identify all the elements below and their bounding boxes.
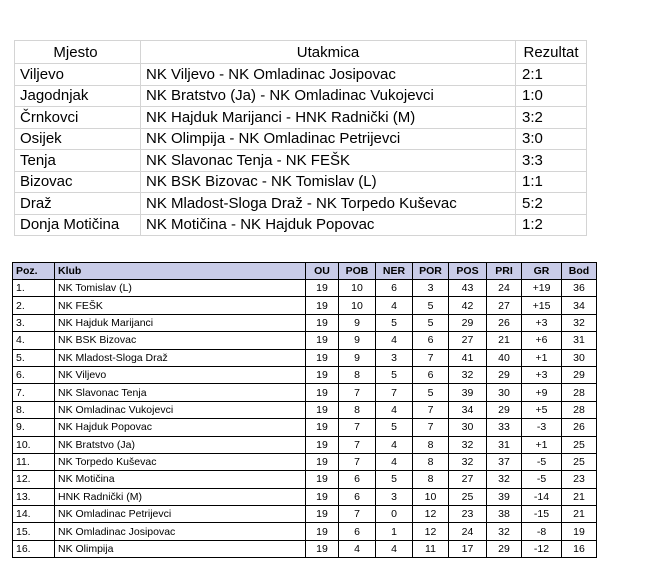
- standing-goals-for: 32: [449, 366, 487, 383]
- standing-points: 31: [562, 332, 597, 349]
- standing-goals-for: 30: [449, 419, 487, 436]
- standing-goals-against: 31: [487, 436, 522, 453]
- standing-pos: 15.: [13, 523, 55, 540]
- standing-club: NK FEŠK: [55, 297, 306, 314]
- standing-wins: 9: [339, 314, 376, 331]
- result-match: NK Bratstvo (Ja) - NK Omladinac Vukojevci: [141, 85, 516, 107]
- standing-goals-for: 23: [449, 506, 487, 523]
- standing-points: 25: [562, 436, 597, 453]
- standing-goal-diff: +15: [522, 297, 562, 314]
- standing-goals-for: 25: [449, 488, 487, 505]
- result-place: Bizovac: [15, 171, 141, 193]
- header-por: POR: [413, 263, 449, 280]
- standing-losses: 8: [413, 453, 449, 470]
- standing-points: 21: [562, 488, 597, 505]
- result-score: 1:0: [516, 85, 587, 107]
- standing-goals-against: 30: [487, 384, 522, 401]
- standing-club: NK Hajduk Marijanci: [55, 314, 306, 331]
- standing-pos: 11.: [13, 453, 55, 470]
- results-table: [14, 40, 587, 236]
- result-match: NK Slavonac Tenja - NK FEŠK: [141, 150, 516, 172]
- standing-goals-against: 38: [487, 506, 522, 523]
- standings-row: [13, 419, 597, 436]
- standing-wins: 8: [339, 401, 376, 418]
- standing-draws: 5: [376, 366, 413, 383]
- standing-losses: 6: [413, 332, 449, 349]
- standing-pos: 4.: [13, 332, 55, 349]
- standings-table: [12, 262, 597, 558]
- standing-goals-against: 32: [487, 523, 522, 540]
- standing-goal-diff: -3: [522, 419, 562, 436]
- standing-goal-diff: -5: [522, 471, 562, 488]
- standing-goals-against: 37: [487, 453, 522, 470]
- standing-points: 32: [562, 314, 597, 331]
- standing-pos: 1.: [13, 280, 55, 297]
- standings-row: [13, 366, 597, 383]
- standing-pos: 2.: [13, 297, 55, 314]
- standing-played: 19: [306, 297, 339, 314]
- standing-played: 19: [306, 384, 339, 401]
- standing-wins: 7: [339, 453, 376, 470]
- standing-goal-diff: -8: [522, 523, 562, 540]
- standing-goals-for: 32: [449, 436, 487, 453]
- standing-goals-for: 29: [449, 314, 487, 331]
- standing-played: 19: [306, 540, 339, 557]
- standing-losses: 3: [413, 280, 449, 297]
- standing-goal-diff: +9: [522, 384, 562, 401]
- result-score: 5:2: [516, 193, 587, 215]
- standing-wins: 7: [339, 506, 376, 523]
- header-bod: Bod: [562, 263, 597, 280]
- standings-row: [13, 471, 597, 488]
- standings-row: [13, 436, 597, 453]
- standing-losses: 5: [413, 297, 449, 314]
- standing-goals-against: 29: [487, 540, 522, 557]
- result-place: Tenja: [15, 150, 141, 172]
- standing-draws: 0: [376, 506, 413, 523]
- header-pos-goals: POS: [449, 263, 487, 280]
- standing-pos: 12.: [13, 471, 55, 488]
- standing-losses: 5: [413, 314, 449, 331]
- standing-goals-for: 43: [449, 280, 487, 297]
- standing-draws: 3: [376, 349, 413, 366]
- standing-goals-for: 27: [449, 471, 487, 488]
- standing-club: NK Omladinac Josipovac: [55, 523, 306, 540]
- standing-losses: 12: [413, 523, 449, 540]
- standing-goals-against: 29: [487, 401, 522, 418]
- standing-draws: 4: [376, 332, 413, 349]
- standing-points: 30: [562, 349, 597, 366]
- standing-points: 25: [562, 453, 597, 470]
- result-place: Viljevo: [15, 64, 141, 86]
- header-pri: PRI: [487, 263, 522, 280]
- standing-losses: 6: [413, 366, 449, 383]
- standings-row: [13, 523, 597, 540]
- standing-played: 19: [306, 523, 339, 540]
- result-match: NK Viljevo - NK Omladinac Josipovac: [141, 64, 516, 86]
- standing-pos: 13.: [13, 488, 55, 505]
- standing-wins: 10: [339, 280, 376, 297]
- standing-goal-diff: +19: [522, 280, 562, 297]
- header-score: Rezultat: [516, 41, 587, 64]
- standing-played: 19: [306, 401, 339, 418]
- standing-goals-against: 21: [487, 332, 522, 349]
- results-row: [15, 85, 587, 107]
- standing-played: 19: [306, 349, 339, 366]
- standing-played: 19: [306, 314, 339, 331]
- results-row: [15, 193, 587, 215]
- standings-row: [13, 314, 597, 331]
- standing-wins: 10: [339, 297, 376, 314]
- standing-goal-diff: +1: [522, 436, 562, 453]
- standing-losses: 8: [413, 436, 449, 453]
- standing-points: 34: [562, 297, 597, 314]
- standing-played: 19: [306, 506, 339, 523]
- standing-played: 19: [306, 471, 339, 488]
- standing-pos: 6.: [13, 366, 55, 383]
- standing-losses: 8: [413, 471, 449, 488]
- standing-draws: 4: [376, 436, 413, 453]
- result-score: 1:2: [516, 214, 587, 236]
- standing-wins: 6: [339, 488, 376, 505]
- result-place: Donja Motičina: [15, 214, 141, 236]
- standing-goals-against: 40: [487, 349, 522, 366]
- standings-row: [13, 332, 597, 349]
- results-body: [15, 64, 587, 236]
- standing-club: NK Tomislav (L): [55, 280, 306, 297]
- standing-points: 19: [562, 523, 597, 540]
- results-row: [15, 150, 587, 172]
- standing-club: NK Motičina: [55, 471, 306, 488]
- result-match: NK Olimpija - NK Omladinac Petrijevci: [141, 128, 516, 150]
- standing-goals-against: 39: [487, 488, 522, 505]
- standing-played: 19: [306, 488, 339, 505]
- standing-losses: 7: [413, 419, 449, 436]
- standing-pos: 3.: [13, 314, 55, 331]
- standing-goals-for: 34: [449, 401, 487, 418]
- header-pos: Poz.: [13, 263, 55, 280]
- standing-pos: 7.: [13, 384, 55, 401]
- standing-goal-diff: +1: [522, 349, 562, 366]
- standing-goals-against: 27: [487, 297, 522, 314]
- standing-goal-diff: +3: [522, 366, 562, 383]
- standing-draws: 5: [376, 471, 413, 488]
- standing-draws: 5: [376, 314, 413, 331]
- standing-played: 19: [306, 332, 339, 349]
- result-match: NK Hajduk Marijanci - HNK Radnički (M): [141, 107, 516, 129]
- standing-points: 36: [562, 280, 597, 297]
- standing-goal-diff: +6: [522, 332, 562, 349]
- standing-losses: 10: [413, 488, 449, 505]
- standing-goal-diff: +5: [522, 401, 562, 418]
- standing-club: NK Bratstvo (Ja): [55, 436, 306, 453]
- standing-draws: 4: [376, 453, 413, 470]
- standing-points: 21: [562, 506, 597, 523]
- standing-goals-for: 17: [449, 540, 487, 557]
- standing-goal-diff: -5: [522, 453, 562, 470]
- standing-goals-for: 42: [449, 297, 487, 314]
- results-header-row: [15, 41, 587, 64]
- standing-goal-diff: -12: [522, 540, 562, 557]
- standing-goals-against: 29: [487, 366, 522, 383]
- standings-body: [13, 280, 597, 558]
- header-ner: NER: [376, 263, 413, 280]
- standing-club: NK Omladinac Petrijevci: [55, 506, 306, 523]
- standing-goals-against: 33: [487, 419, 522, 436]
- results-row: [15, 107, 587, 129]
- standing-club: NK Omladinac Vukojevci: [55, 401, 306, 418]
- standing-club: NK BSK Bizovac: [55, 332, 306, 349]
- standing-goals-against: 32: [487, 471, 522, 488]
- standing-goals-against: 24: [487, 280, 522, 297]
- standings-row: [13, 401, 597, 418]
- standings-row: [13, 453, 597, 470]
- standing-wins: 9: [339, 332, 376, 349]
- standing-pos: 16.: [13, 540, 55, 557]
- standing-club: NK Olimpija: [55, 540, 306, 557]
- result-match: NK Mladost-Sloga Draž - NK Torpedo Kuševac: [141, 193, 516, 215]
- standing-wins: 6: [339, 471, 376, 488]
- standing-draws: 6: [376, 280, 413, 297]
- standings-row: [13, 280, 597, 297]
- standing-played: 19: [306, 419, 339, 436]
- standing-club: NK Hajduk Popovac: [55, 419, 306, 436]
- result-match: NK BSK Bizovac - NK Tomislav (L): [141, 171, 516, 193]
- standing-goals-for: 27: [449, 332, 487, 349]
- standing-points: 28: [562, 384, 597, 401]
- standing-club: NK Slavonac Tenja: [55, 384, 306, 401]
- result-place: Draž: [15, 193, 141, 215]
- standing-draws: 4: [376, 540, 413, 557]
- standing-points: 28: [562, 401, 597, 418]
- header-club: Klub: [55, 263, 306, 280]
- result-place: Črnkovci: [15, 107, 141, 129]
- standing-goal-diff: -14: [522, 488, 562, 505]
- standing-goals-against: 26: [487, 314, 522, 331]
- standing-played: 19: [306, 366, 339, 383]
- results-row: [15, 128, 587, 150]
- standing-goals-for: 41: [449, 349, 487, 366]
- standings-header-row: [13, 263, 597, 280]
- standing-losses: 11: [413, 540, 449, 557]
- result-score: 3:2: [516, 107, 587, 129]
- standing-points: 16: [562, 540, 597, 557]
- standing-wins: 7: [339, 436, 376, 453]
- results-row: [15, 214, 587, 236]
- standing-club: NK Viljevo: [55, 366, 306, 383]
- header-place: Mjesto: [15, 41, 141, 64]
- standing-points: 23: [562, 471, 597, 488]
- standing-goal-diff: +3: [522, 314, 562, 331]
- standing-wins: 8: [339, 366, 376, 383]
- result-place: Osijek: [15, 128, 141, 150]
- header-gr: GR: [522, 263, 562, 280]
- standing-club: NK Mladost-Sloga Draž: [55, 349, 306, 366]
- standing-draws: 7: [376, 384, 413, 401]
- standing-club: NK Torpedo Kuševac: [55, 453, 306, 470]
- standing-losses: 5: [413, 384, 449, 401]
- standing-draws: 4: [376, 401, 413, 418]
- header-match: Utakmica: [141, 41, 516, 64]
- result-score: 2:1: [516, 64, 587, 86]
- header-ou: OU: [306, 263, 339, 280]
- standing-played: 19: [306, 280, 339, 297]
- standings-row: [13, 349, 597, 366]
- standing-wins: 4: [339, 540, 376, 557]
- standing-wins: 9: [339, 349, 376, 366]
- standing-wins: 7: [339, 419, 376, 436]
- standing-draws: 5: [376, 419, 413, 436]
- standing-goals-for: 24: [449, 523, 487, 540]
- standing-goals-for: 32: [449, 453, 487, 470]
- standing-draws: 1: [376, 523, 413, 540]
- standing-goal-diff: -15: [522, 506, 562, 523]
- result-score: 3:3: [516, 150, 587, 172]
- standing-draws: 4: [376, 297, 413, 314]
- results-row: [15, 171, 587, 193]
- standings-row: [13, 297, 597, 314]
- result-match: NK Motičina - NK Hajduk Popovac: [141, 214, 516, 236]
- standing-points: 29: [562, 366, 597, 383]
- standing-played: 19: [306, 436, 339, 453]
- standing-losses: 7: [413, 349, 449, 366]
- standing-pos: 8.: [13, 401, 55, 418]
- results-row: [15, 64, 587, 86]
- standing-losses: 12: [413, 506, 449, 523]
- standing-pos: 10.: [13, 436, 55, 453]
- standing-wins: 6: [339, 523, 376, 540]
- result-score: 3:0: [516, 128, 587, 150]
- standing-goals-for: 39: [449, 384, 487, 401]
- standings-row: [13, 384, 597, 401]
- result-score: 1:1: [516, 171, 587, 193]
- standing-losses: 7: [413, 401, 449, 418]
- standings-row: [13, 488, 597, 505]
- standing-pos: 9.: [13, 419, 55, 436]
- standings-row: [13, 540, 597, 557]
- standings-row: [13, 506, 597, 523]
- standing-played: 19: [306, 453, 339, 470]
- standing-pos: 14.: [13, 506, 55, 523]
- standing-points: 26: [562, 419, 597, 436]
- standing-pos: 5.: [13, 349, 55, 366]
- standing-club: HNK Radnički (M): [55, 488, 306, 505]
- standing-wins: 7: [339, 384, 376, 401]
- result-place: Jagodnjak: [15, 85, 141, 107]
- standing-draws: 3: [376, 488, 413, 505]
- header-pob: POB: [339, 263, 376, 280]
